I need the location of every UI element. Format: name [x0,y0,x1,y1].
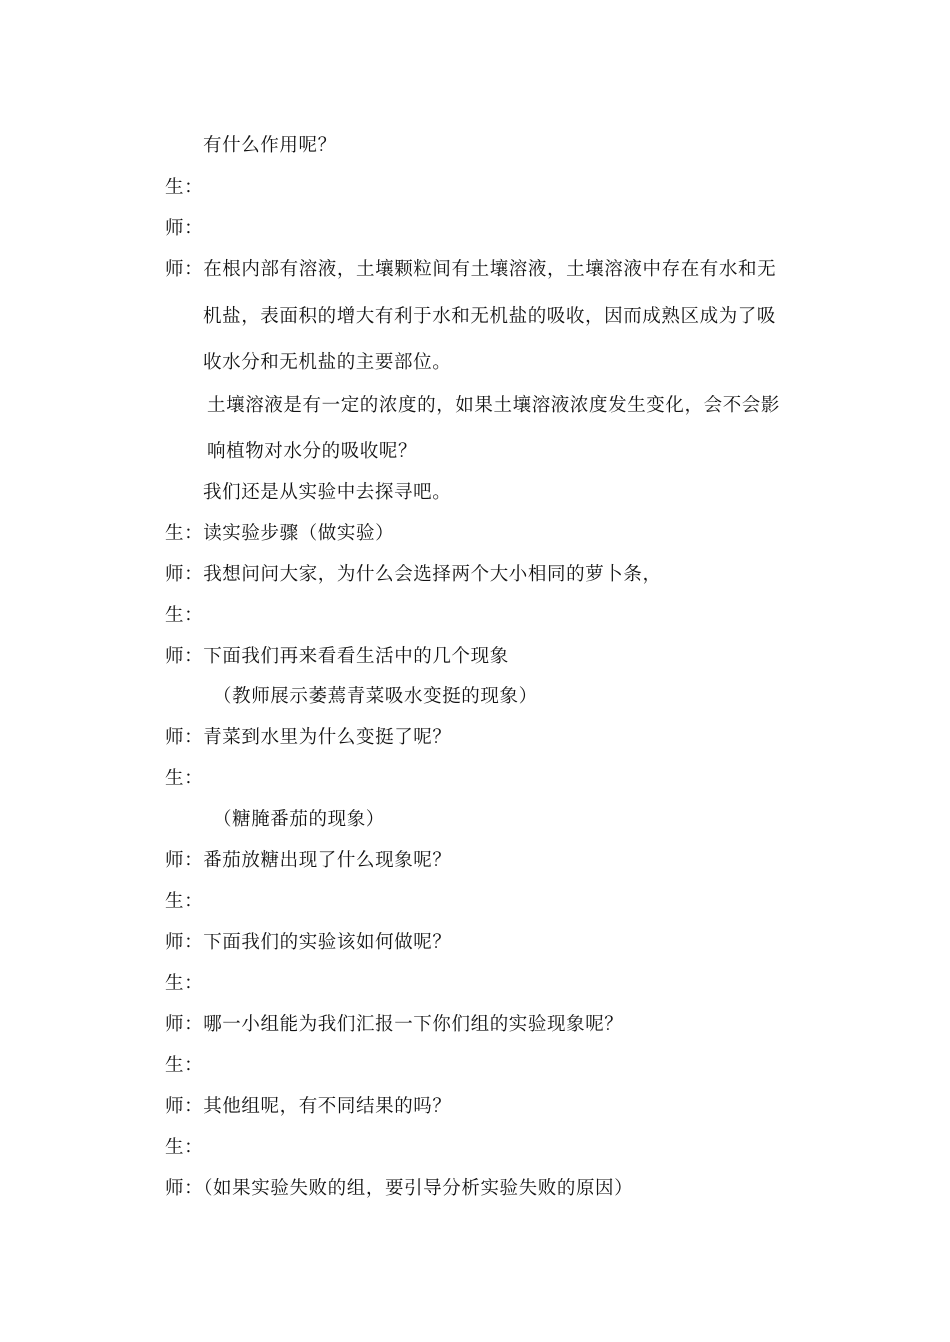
text-line: 师：在根内部有溶液，土壤颗粒间有土壤溶液，土壤溶液中存在有水和无 [165,259,777,280]
text-line: 生： [165,1137,204,1158]
text-line: 生： [165,605,204,626]
text-line: 土壤溶液是有一定的浓度的，如果土壤溶液浓度发生变化，会不会影 [207,395,781,416]
text-line: 师：番茄放糖出现了什么现象呢？ [165,850,452,871]
text-line: （教师展示萎蔫青菜吸水变挺的现象） [213,686,538,707]
text-line: 生： [165,177,204,198]
text-line: 机盐，表面积的增大有利于水和无机盐的吸收，因而成熟区成为了吸 [203,306,777,327]
text-line: 师：其他组呢，有不同结果的吗？ [165,1096,452,1117]
text-line: 生： [165,1055,204,1076]
text-line: 收水分和无机盐的主要部位。 [203,352,452,373]
text-line: 生：读实验步骤（做实验） [165,523,395,544]
text-line: 响植物对水分的吸收呢？ [207,441,418,462]
text-line: 师：哪一小组能为我们汇报一下你们组的实验现象呢？ [165,1014,624,1035]
text-line: （糖腌番茄的现象） [213,809,385,830]
text-line: 生： [165,768,204,789]
text-line: 师：青菜到水里为什么变挺了呢？ [165,727,452,748]
text-line: 师：（如果实验失败的组，要引导分析实验失败的原因） [165,1178,634,1199]
text-line: 师： [165,218,204,239]
text-line: 生： [165,973,204,994]
text-line: 师：下面我们的实验该如何做呢？ [165,932,452,953]
text-line: 师：我想问问大家，为什么会选择两个大小相同的萝卜条， [165,564,662,585]
text-line: 师：下面我们再来看看生活中的几个现象 [165,646,509,667]
text-line: 有什么作用呢？ [203,135,337,156]
text-line: 我们还是从实验中去探寻吧。 [203,482,452,503]
text-line: 生： [165,891,204,912]
